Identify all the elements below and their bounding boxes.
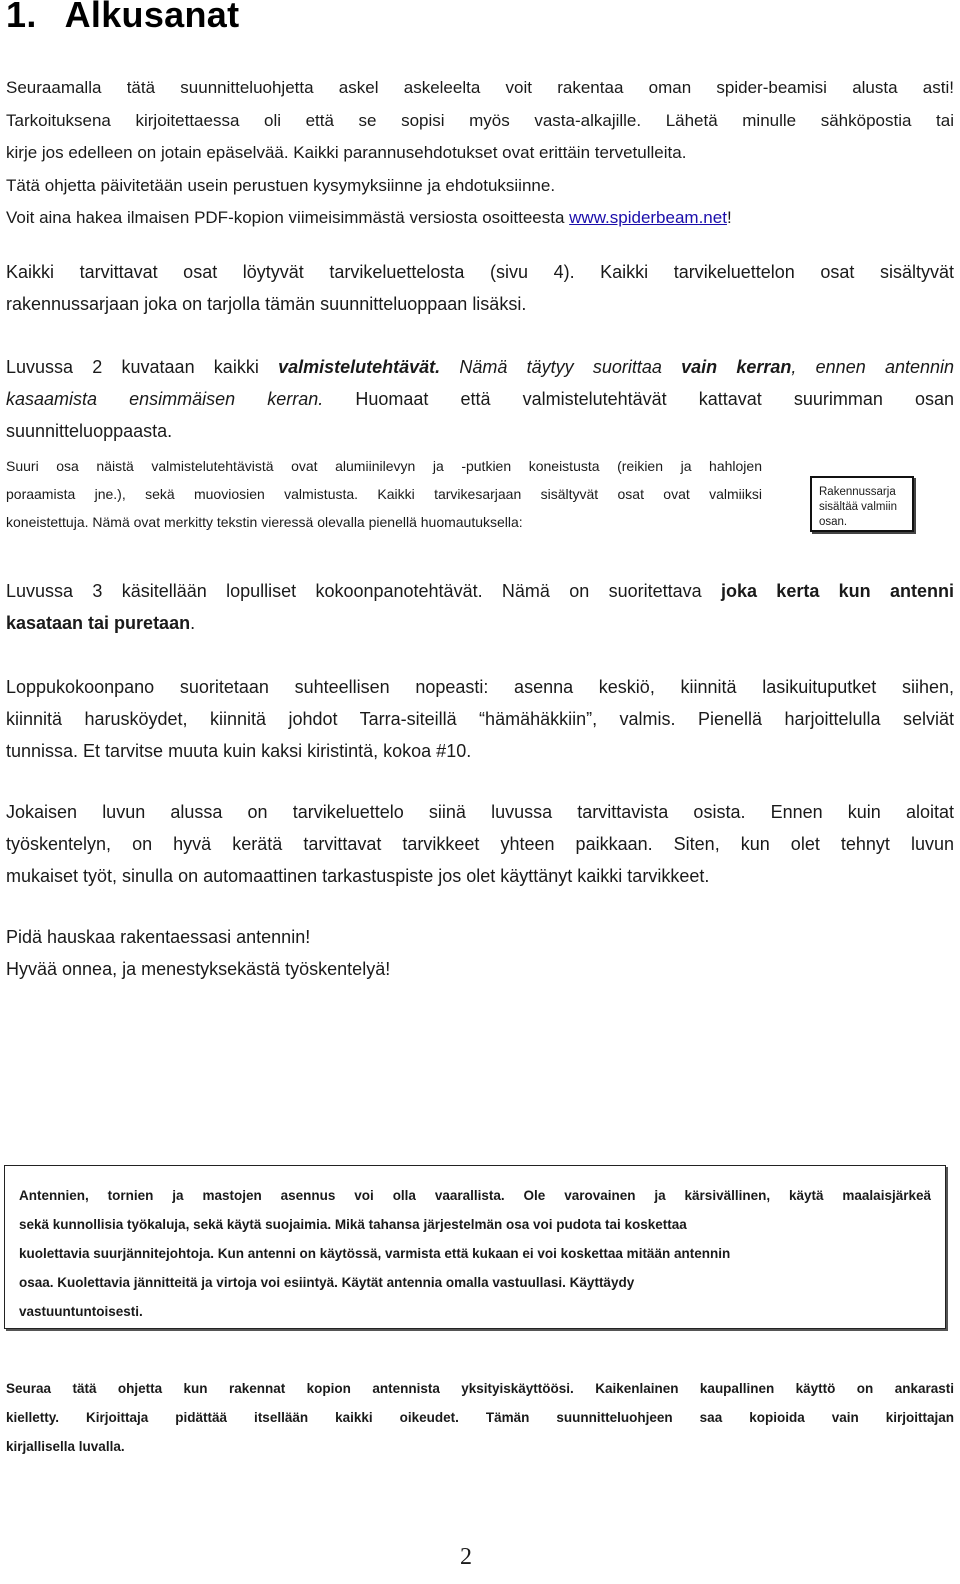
chapter3-line	[6, 575, 954, 607]
chapter2-italic: , ennen antennin	[791, 357, 955, 377]
chapter-heading	[6, 0, 239, 36]
warning-line: kuolettavia suurjännitejohtoja. Kun antenni on käytössä, varmista että kukaan ei voi koskettaa mitään antennin	[19, 1246, 731, 1261]
intro-line: Seuraamalla tätä suunnitteluohjetta askel askeleelta voit rakentaa oman spider-beamisi alusta asti!	[6, 78, 954, 97]
warning-line: sekä kunnollisia työkaluja, sekä käytä suojaimia. Mikä tahansa järjestelmän osa voi pudota tai koskettaa	[19, 1217, 687, 1232]
chapter2-line	[6, 351, 954, 383]
chapter3-line	[6, 607, 954, 639]
chapter2-text: Luvussa 2 kuvataan kaikki	[6, 357, 279, 377]
copyright-paragraph	[6, 1374, 954, 1461]
chapter3-text: .	[190, 613, 196, 633]
intro-text: !	[726, 208, 732, 227]
chapter2-italic: kasaamista ensimmäisen kerran.	[6, 389, 324, 409]
chapter2-italic: Nämä täytyy suorittaa	[440, 357, 682, 377]
copyright-line: Seuraa tätä ohjetta kun rakennat kopion antennista yksityiskäyttöösi. Kaikenlainen kaupallinen käyttö on ankarasti	[6, 1381, 954, 1396]
each-chapter-line: työskentelyn, on hyvä kerätä tarvittavat tarvikkeet yhteen paikkaan. Siten, kun olet tehnyt luvun	[6, 834, 954, 854]
aluminium-line: koneistettuja. Nämä ovat merkitty tekstin vieressä olevalla pienellä huomautuksella:	[6, 514, 523, 530]
closing-line: Pidä hauskaa rakentaessasi antennin!	[6, 927, 311, 947]
closing-line: Hyvää onnea, ja menestyksekästä työskentelyä!	[6, 959, 391, 979]
copyright-line: kirjallisella luvalla.	[6, 1439, 125, 1454]
aluminium-line: poraamista jne.), sekä muoviosien valmistusta. Kaikki tarvikesarjaan sisältyvät osat ovat valmiiksi	[6, 486, 762, 502]
note-line: osan.	[819, 516, 848, 528]
parts-line: Kaikki tarvittavat osat löytyvät tarvikeluettelosta (sivu 4). Kaikki tarvikeluettelon osat sisältyvät	[6, 262, 954, 282]
intro-line: kirje jos edelleen on jotain epäselvää. Kaikki parannusehdotukset ovat erittäin tervetulleita.	[6, 143, 687, 162]
safety-warning-box	[4, 1165, 946, 1329]
chapter-number: 1.	[6, 0, 37, 35]
website-link[interactable]: www.spiderbeam.net	[569, 208, 727, 227]
chapter2-emphasis: vain kerran	[681, 357, 792, 377]
each-chapter-paragraph	[6, 796, 954, 892]
chapter2-line: suunnitteluoppaasta.	[6, 421, 173, 441]
intro-paragraph	[6, 72, 954, 235]
intro-line-url	[6, 202, 954, 235]
aluminium-paragraph	[6, 452, 762, 536]
final-assembly-paragraph	[6, 671, 954, 767]
intro-line: Tarkoituksena kirjoitettaessa oli että se sopisi myös vasta-alkajille. Lähetä minulle sähköpostia tai	[6, 110, 954, 130]
kit-note-box	[810, 476, 914, 532]
chapter3-bold: kasataan tai puretaan	[6, 613, 191, 633]
each-chapter-line: mukaiset työt, sinulla on automaattinen tarkastuspiste jos olet käyttänyt kaikki tarvikkeet.	[6, 866, 710, 886]
chapter3-bold: joka kerta kun antenni	[720, 581, 954, 601]
chapter-title: Alkusanat	[64, 0, 240, 35]
warning-line: vastuuntuntoisesti.	[19, 1304, 143, 1319]
chapter2-emphasis: valmistelutehtävät.	[278, 357, 441, 377]
copyright-line: kielletty. Kirjoittaja pidättää itsellään kaikki oikeudet. Tämän suunnitteluohjeen saa kopioida vain kirjoittajan	[6, 1410, 954, 1425]
chapter2-line	[6, 383, 954, 415]
parts-line: rakennussarjaan joka on tarjolla tämän suunnitteluoppaan lisäksi.	[6, 294, 527, 314]
warning-line: Antennien, tornien ja mastojen asennus voi olla vaarallista. Ole varovainen ja kärsivällinen, käytä maalaisjärkeä	[19, 1188, 931, 1203]
chapter2-text: Huomaat että valmistelutehtävät kattavat suurimman osan	[323, 389, 954, 409]
parts-paragraph	[6, 256, 954, 320]
final-assembly-line: Loppukokoonpano suoritetaan suhteellisen nopeasti: asenna keskiö, kiinnitä lasikuituputket siihen,	[6, 677, 954, 697]
note-line: Rakennussarja	[819, 486, 896, 498]
closing-paragraph	[6, 921, 954, 985]
intro-line: Tätä ohjetta päivitetään usein perustuen kysymyksiinne ja ehdotuksiinne.	[6, 175, 556, 195]
chapter2-paragraph	[6, 351, 954, 447]
final-assembly-line: kiinnitä harusköydet, kiinnitä johdot Tarra-siteillä “hämähäkkiin”, valmis. Pienellä harjoittelulla selviät	[6, 709, 954, 729]
note-line: sisältää valmiin	[819, 501, 897, 513]
warning-line: osaa. Kuolettavia jännitteitä ja virtoja voi esiintyä. Käytät antennia omalla vastuullasi. Käyttäydy	[19, 1275, 635, 1290]
final-assembly-line: tunnissa. Et tarvitse muuta kuin kaksi kiristintä, kokoa #10.	[6, 741, 472, 761]
each-chapter-line: Jokaisen luvun alussa on tarvikeluettelo siinä luvussa tarvittavista osista. Ennen kuin aloitat	[6, 802, 954, 822]
aluminium-line: Suuri osa näistä valmistelutehtävistä ovat alumiinilevyn ja -putkien koneistusta (reikien ja hahlojen	[6, 458, 762, 474]
chapter3-paragraph	[6, 575, 954, 639]
page-number: 2	[460, 1544, 472, 1570]
chapter3-text: Luvussa 3 käsitellään lopulliset kokoonpanotehtävät. Nämä on suoritettava	[6, 581, 721, 601]
intro-text: Voit aina hakea ilmaisen PDF-kopion viimeisimmästä versiosta osoitteesta	[6, 208, 570, 227]
